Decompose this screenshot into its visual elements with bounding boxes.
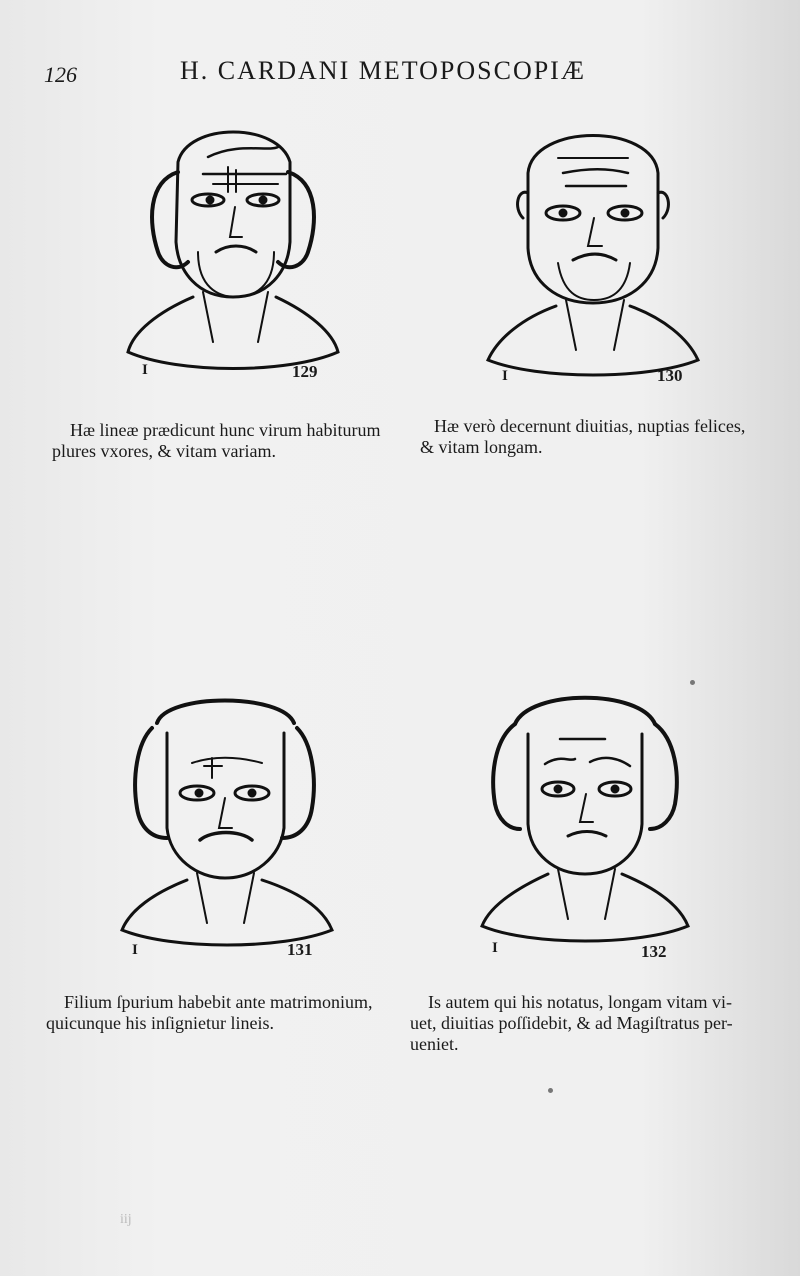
figure-number-132: 132 [641, 942, 667, 961]
caption-132 [410, 992, 762, 1055]
figure-mark-131: I [132, 942, 138, 958]
caption-129-line-2: plures vxores, & vitam variam. [52, 441, 276, 461]
caption-130-line-2: & vitam longam. [420, 437, 543, 457]
portrait-131 [112, 688, 342, 958]
caption-130-line-1: Hæ verò decernunt diuitias, nuptias felices, [434, 416, 746, 436]
portrait-132 [470, 684, 700, 954]
young-curly-haired-man-illustration [470, 684, 700, 954]
figure-number-131: 131 [287, 940, 313, 959]
caption-131 [46, 992, 396, 1034]
figure-number-130: 130 [657, 366, 683, 385]
running-head: H. CARDANI METOPOSCOPIÆ [180, 56, 586, 85]
caption-132-line-1: Is autem qui his notatus, longam vitam vi- [428, 992, 732, 1012]
caption-131-line-1: Filium ſpurium habebit ante matrimonium, [64, 992, 373, 1012]
figure-mark-129: I [142, 362, 148, 378]
portrait-129 [118, 112, 348, 382]
caption-131-line-2: quicunque his inſignietur lineis. [46, 1013, 274, 1033]
caption-129 [52, 420, 402, 462]
bald-bearded-man-illustration [118, 112, 348, 382]
portrait-130 [478, 118, 708, 388]
curly-haired-man-illustration [112, 688, 342, 958]
caption-130 [420, 416, 770, 458]
ink-speck [690, 680, 695, 685]
caption-132-line-2: uet, diuitias poſſidebit, & ad Magiſtratus per- [410, 1013, 733, 1033]
figure-mark-132: I [492, 940, 498, 956]
caption-132-line-3: ueniet. [410, 1034, 459, 1054]
bald-man-illustration [478, 118, 708, 388]
page-number: 126 [44, 62, 77, 87]
caption-129-line-1: Hæ lineæ prædicunt hunc virum habiturum [70, 420, 381, 440]
figure-mark-130: I [502, 368, 508, 384]
ink-speck [548, 1088, 553, 1093]
folio-mark: iij [120, 1212, 132, 1227]
figure-number-129: 129 [292, 362, 318, 381]
